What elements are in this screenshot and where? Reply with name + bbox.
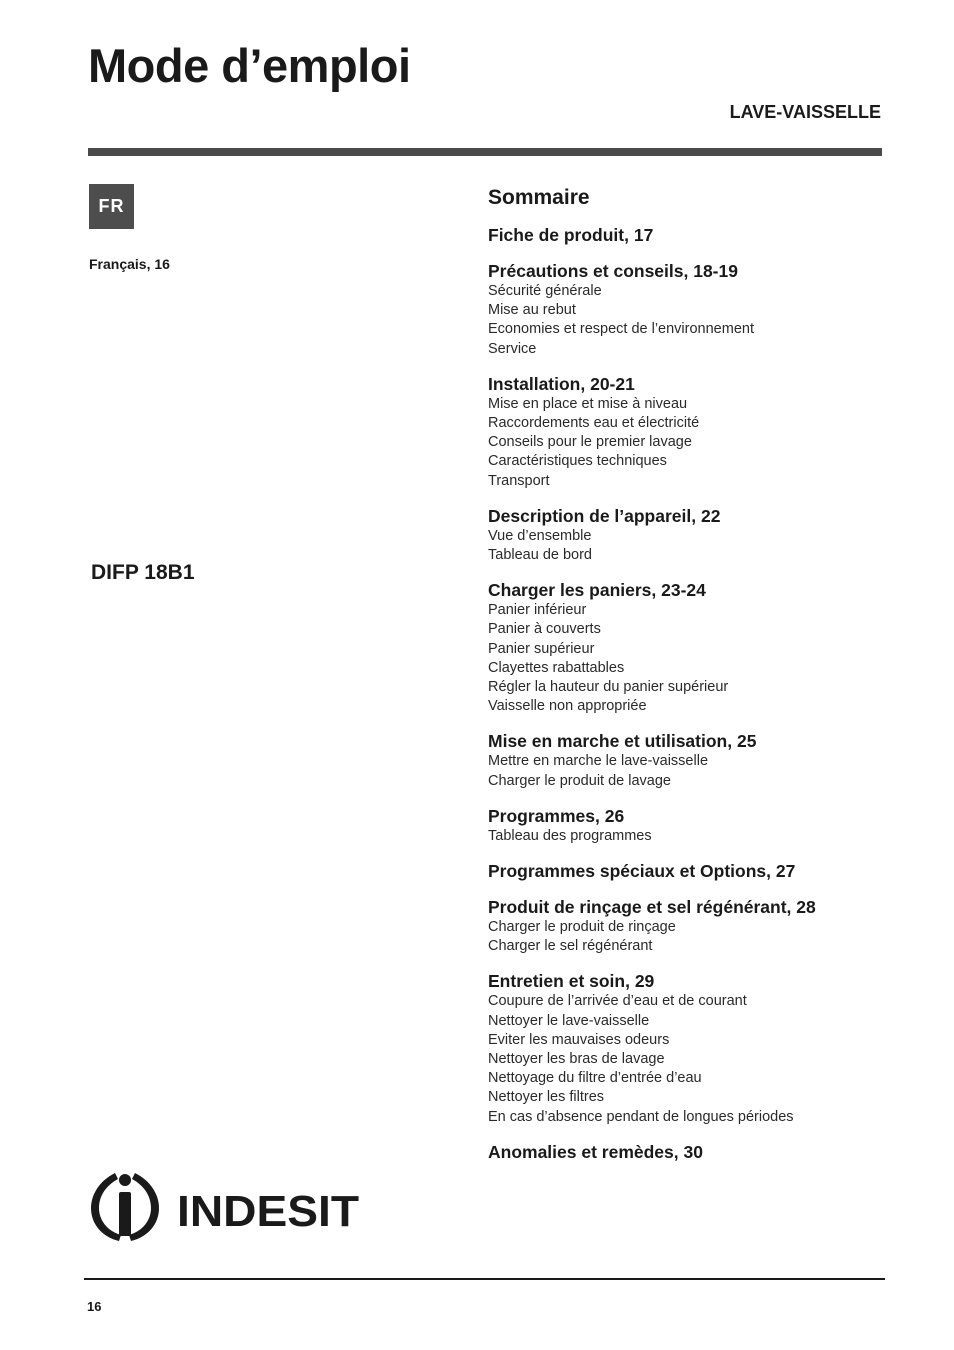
toc-subitem[interactable]: Raccordements eau et électricité (488, 415, 700, 432)
toc-subitem[interactable]: Mettre en marche le lave-vaisselle (488, 753, 709, 770)
language-badge: FR (89, 184, 134, 229)
toc-subitem[interactable]: Régler la hauteur du panier supérieur (488, 679, 729, 696)
toc-section-title[interactable]: Entretien et soin, 29 (488, 971, 655, 992)
toc-subitems (488, 752, 908, 790)
header-divider (88, 148, 882, 156)
toc-subitems (488, 992, 908, 1126)
toc-subitem[interactable]: Nettoyer les bras de lavage (488, 1051, 665, 1068)
toc-section-title[interactable]: Mise en marche et utilisation, 25 (488, 731, 757, 752)
toc-subitem[interactable]: Charger le sel régénérant (488, 938, 653, 955)
toc-subitem[interactable]: Panier à couverts (488, 621, 601, 638)
toc-section (488, 1141, 908, 1163)
toc-section-title[interactable]: Installation, 20-21 (488, 373, 635, 394)
indesit-logo (89, 1166, 364, 1244)
product-type: LAVE-VAISSELLE (729, 102, 881, 122)
toc-subitem[interactable]: Tableau des programmes (488, 827, 652, 844)
toc-subitems (488, 827, 908, 846)
toc-subitems (488, 601, 908, 716)
toc-section (488, 373, 908, 491)
brand-emblem-icon (91, 1173, 159, 1241)
toc-section (488, 224, 908, 246)
toc-section-title[interactable]: Programmes, 26 (488, 805, 625, 826)
toc-subitem[interactable]: Nettoyage du filtre d’entrée d’eau (488, 1070, 702, 1087)
toc-subitem[interactable]: Charger le produit de lavage (488, 772, 671, 789)
toc-subitem[interactable]: Economies et respect de l’environnement (488, 321, 754, 338)
toc-section-title[interactable]: Description de l’appareil, 22 (488, 505, 721, 526)
page-number: 16 (87, 1299, 102, 1314)
toc-subitem[interactable]: En cas d’absence pendant de longues périodes (488, 1108, 794, 1125)
toc-subitem[interactable]: Nettoyer les filtres (488, 1089, 605, 1106)
toc-section-title[interactable]: Fiche de produit, 17 (488, 225, 654, 245)
toc-subitems (488, 918, 908, 956)
toc-section-title[interactable]: Anomalies et remèdes, 30 (488, 1141, 703, 1162)
table-of-contents (488, 186, 908, 1177)
toc-section-title[interactable]: Charger les paniers, 23-24 (488, 580, 706, 601)
toc-subitem[interactable]: Nettoyer le lave-vaisselle (488, 1012, 650, 1029)
toc-sections (488, 224, 908, 1163)
language-link[interactable]: Français, 16 (89, 256, 170, 272)
model-name: DIFP 18B1 (91, 561, 195, 584)
toc-subitem[interactable]: Sécurité générale (488, 283, 602, 299)
toc-subitem[interactable]: Panier supérieur (488, 640, 595, 657)
toc-subitem[interactable]: Panier inférieur (488, 602, 587, 619)
toc-section (488, 805, 908, 846)
toc-subitem[interactable]: Charger le produit de rinçage (488, 919, 676, 936)
toc-subitem[interactable]: Clayettes rabattables (488, 659, 625, 676)
toc-section (488, 896, 908, 956)
toc-subitem[interactable]: Transport (488, 472, 550, 489)
toc-subitem[interactable]: Conseils pour le premier lavage (488, 434, 692, 451)
toc-subitems (488, 395, 908, 491)
footer-divider (84, 1278, 885, 1280)
toc-subitem[interactable]: Mise au rebut (488, 302, 576, 319)
toc-subitems (488, 527, 908, 565)
toc-section (488, 730, 908, 790)
toc-heading: Sommaire (488, 186, 590, 209)
toc-subitems (488, 282, 908, 359)
toc-subitem[interactable]: Caractéristiques techniques (488, 453, 667, 470)
toc-subitem[interactable]: Coupure de l’arrivée d’eau et de courant (488, 993, 747, 1010)
toc-section (488, 860, 908, 882)
toc-section-title[interactable]: Programmes spéciaux et Options, 27 (488, 861, 796, 882)
toc-section (488, 970, 908, 1126)
toc-subitem[interactable]: Tableau de bord (488, 547, 592, 564)
toc-section (488, 505, 908, 565)
toc-section-title[interactable]: Produit de rinçage et sel régénérant, 28 (488, 897, 816, 918)
toc-subitem[interactable]: Eviter les mauvaises odeurs (488, 1031, 670, 1048)
page-title: Mode d’emploi (88, 39, 411, 92)
toc-subitem[interactable]: Service (488, 340, 537, 357)
toc-subitem[interactable]: Vue d’ensemble (488, 527, 592, 544)
toc-section-title[interactable]: Précautions et conseils, 18-19 (488, 261, 738, 281)
toc-subitem[interactable]: Vaisselle non appropriée (488, 698, 647, 715)
toc-section (488, 579, 908, 716)
toc-subitem[interactable]: Mise en place et mise à niveau (488, 395, 688, 412)
toc-section (488, 260, 908, 359)
brand-wordmark: INDESIT (177, 1187, 360, 1236)
